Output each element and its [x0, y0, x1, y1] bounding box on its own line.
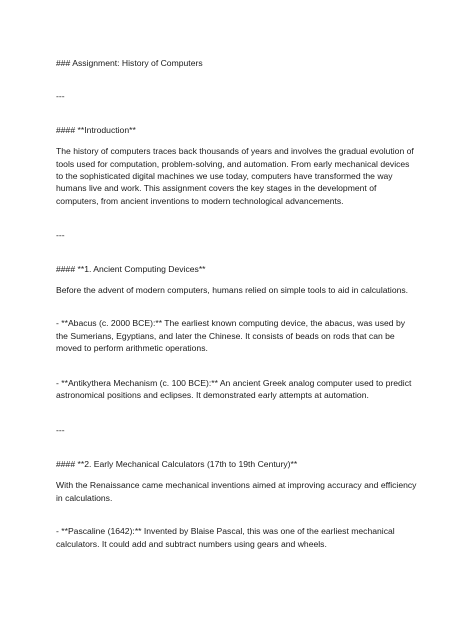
separator: --- — [56, 424, 65, 435]
separator: --- — [56, 91, 65, 102]
abacus-list-item: - **Abacus (c. 2000 BCE):** The earliest known computing device, the abacus, was used by the Sumerians, Egyptians, and later the Chinese. It consists of beads on rods that can be moved to perform arithmetic operations. — [56, 318, 406, 354]
antikythera-list-item: - **Antikythera Mechanism (c. 100 BCE):** An ancient Greek analog computer used to predict astronomical positions and eclipses. It demonstrated early attempts at automation. — [56, 377, 412, 401]
section-ancient-paragraph: Before the advent of modern computers, humans relied on simple tools to aid in calculations. — [56, 285, 409, 296]
section-ancient-heading: #### **1. Ancient Computing Devices** — [56, 263, 206, 274]
separator: --- — [56, 230, 65, 241]
introduction-heading: #### **Introduction** — [56, 124, 136, 135]
assignment-title: ### Assignment: History of Computers — [56, 58, 203, 68]
section-mechanical-paragraph: With the Renaissance came mechanical inventions aimed at improving accuracy and efficiency in calculations. — [56, 480, 417, 503]
pascaline-list-item: - **Pascaline (1642):** Invented by Blaise Pascal, this was one of the earliest mechanical calculators. It could add and subtract numbers using gears and wheels. — [56, 526, 395, 549]
introduction-paragraph: The history of computers traces back thousands of years and involves the gradual evolution of tools used for computation, problem-solving, and automation. From early mechanical devices to the sophisticated digital machines we use today, computers have transformed the way humans live and work. This assignment covers the key stages in the development of computers, from ancient inventions to modern technological advancements. — [56, 146, 414, 206]
section-mechanical-heading: #### **2. Early Mechanical Calculators (17th to 19th Century)** — [56, 458, 298, 469]
